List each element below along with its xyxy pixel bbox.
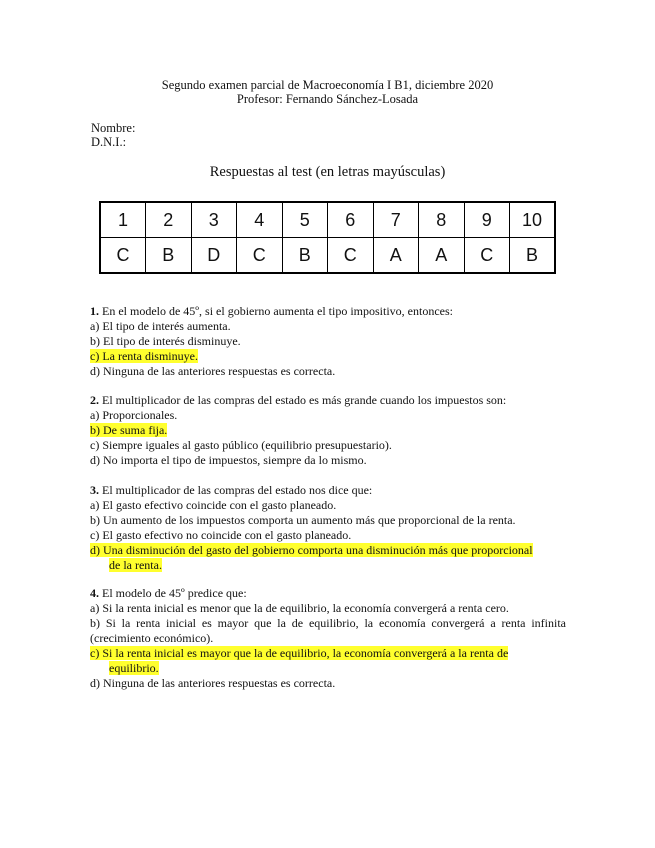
answer-letter: D (191, 238, 237, 274)
answer-highlight: c) La renta disminuye. (90, 349, 198, 363)
option-a: a) Proporcionales. (90, 408, 178, 422)
question-number: 4. (90, 586, 99, 600)
question-number: 2. (90, 393, 99, 407)
option-a: a) El tipo de interés aumenta. (90, 319, 231, 333)
option-a: a) Si la renta inicial es menor que la de equilibrio, la economía convergerá a renta cero. (90, 601, 509, 615)
answer-number: 1 (100, 202, 146, 238)
name-label: Nombre: (91, 121, 136, 135)
answers-number-row (100, 202, 555, 238)
option-b-correct (90, 423, 566, 438)
option-d: d) Ninguna de las anteriores respuestas es correcta. (90, 364, 336, 378)
answer-number: 9 (464, 202, 510, 238)
question-number: 1. (90, 304, 99, 318)
answer-letter: C (328, 238, 374, 274)
question-stem: 3. El multiplicador de las compras del estado nos dice que: (90, 483, 373, 497)
question-stem: 4. El modelo de 45º predice que: (90, 586, 247, 600)
option-c-correct (90, 646, 566, 661)
question-number: 3. (90, 483, 99, 497)
answer-letter: A (373, 238, 419, 274)
answers-caption: Respuestas al test (en letras mayúsculas) (209, 164, 446, 180)
answer-number: 2 (146, 202, 192, 238)
question-stem: 1. En el modelo de 45º, si el gobierno aumenta el tipo impositivo, entonces: (90, 304, 453, 318)
question-1 (90, 304, 566, 379)
answer-highlight: c) Si la renta inicial es mayor que la de equilibrio, la economía convergerá a la renta de (90, 646, 509, 660)
answers-table (99, 201, 556, 274)
answer-highlight: b) De suma fija. (90, 423, 168, 437)
answer-number: 4 (237, 202, 283, 238)
answer-letter: C (464, 238, 510, 274)
dni-label: D.N.I.: (91, 135, 127, 149)
answer-letter: B (146, 238, 192, 274)
answer-letter: C (100, 238, 146, 274)
answer-letter: B (282, 238, 328, 274)
option-b: b) Un aumento de los impuestos comporta un aumento más que proporcional de la renta. (90, 513, 516, 527)
question-4 (90, 586, 566, 691)
option-d: d) No importa el tipo de impuestos, siempre da lo mismo. (90, 453, 367, 467)
exam-title: Segundo examen parcial de Macroeconomía I B1, diciembre 2020 (161, 78, 494, 92)
option-c-correct (90, 349, 566, 364)
professor-name: Profesor: Fernando Sánchez-Losada (236, 92, 419, 106)
answer-letter: A (419, 238, 465, 274)
option-a: a) El gasto efectivo coincide con el gasto planeado. (90, 498, 337, 512)
answer-number: 10 (510, 202, 556, 238)
answer-highlight: equilibrio. (109, 661, 159, 675)
option-b: b) Si la renta inicial es mayor que la de equilibrio, la economía convergerá a renta infinita (crecimiento económico). (90, 616, 566, 645)
answer-letter: C (237, 238, 283, 274)
answer-number: 8 (419, 202, 465, 238)
answer-number: 6 (328, 202, 374, 238)
option-d-continuation (90, 558, 566, 573)
question-2 (90, 393, 566, 468)
answers-letter-row (100, 238, 555, 274)
answer-highlight: de la renta. (109, 558, 162, 572)
question-3 (90, 483, 566, 573)
option-c: c) El gasto efectivo no coincide con el gasto planeado. (90, 528, 352, 542)
option-d-correct (90, 543, 566, 558)
answer-number: 5 (282, 202, 328, 238)
answer-number: 3 (191, 202, 237, 238)
option-c: c) Siempre iguales al gasto público (equilibrio presupuestario). (90, 438, 392, 452)
answer-number: 7 (373, 202, 419, 238)
answer-highlight: d) Una disminución del gasto del gobierno comporta una disminución más que proporcional (90, 543, 533, 557)
question-stem: 2. El multiplicador de las compras del estado es más grande cuando los impuestos son: (90, 393, 507, 407)
answer-letter: B (510, 238, 556, 274)
option-b: b) El tipo de interés disminuye. (90, 334, 241, 348)
option-c-continuation (90, 661, 566, 676)
option-d: d) Ninguna de las anteriores respuestas es correcta. (90, 676, 336, 690)
